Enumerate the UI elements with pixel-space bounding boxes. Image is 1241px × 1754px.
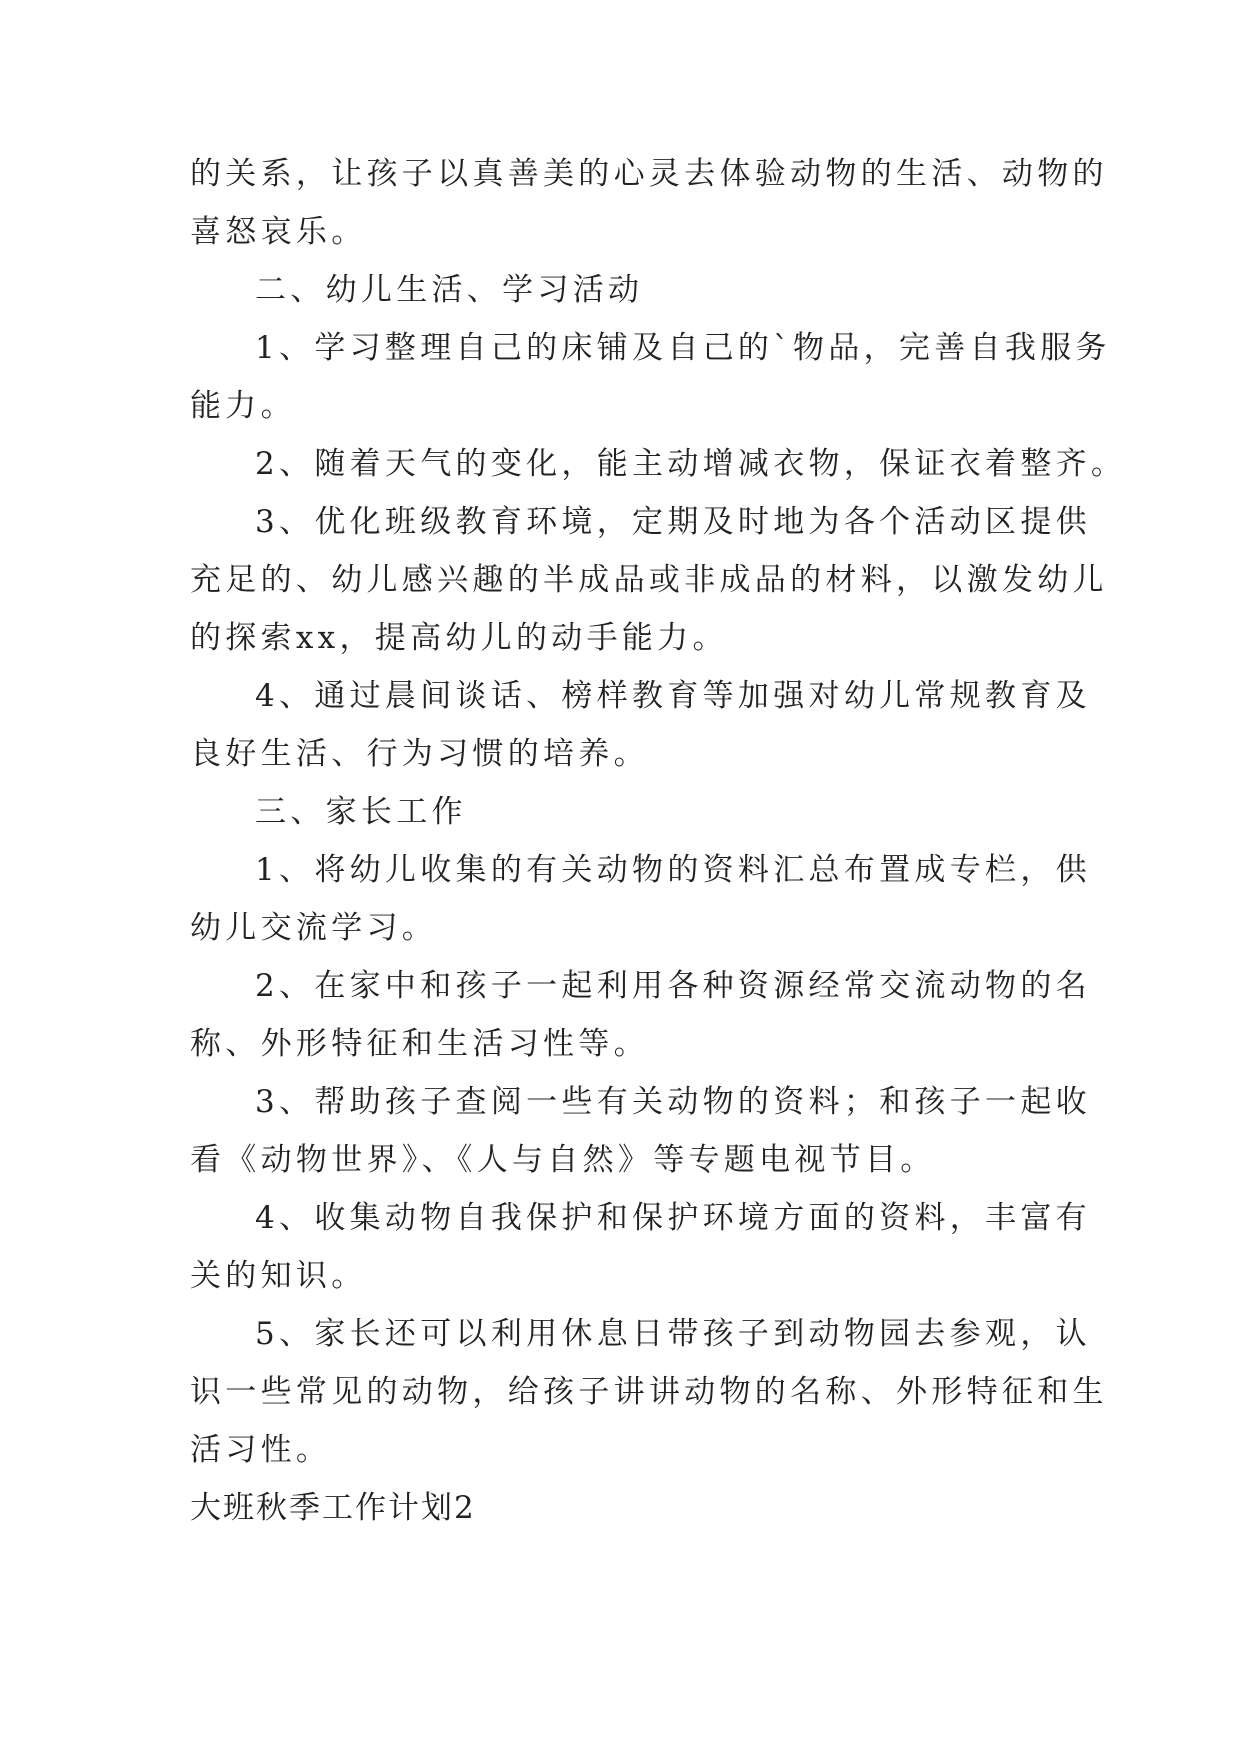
- section-heading: 三、家长工作: [255, 794, 467, 830]
- paragraph-line: 5、家长还可以利用休息日带孩子到动物园去参观，认: [255, 1316, 1091, 1352]
- paragraph-line: 幼儿交流学习。: [190, 910, 438, 946]
- paragraph-line: 称、外形特征和生活习性等。: [190, 1026, 649, 1062]
- section-heading: 二、幼儿生活、学习活动: [255, 272, 644, 308]
- paragraph-line: 1、学习整理自己的床铺及自己的`物品，完善自我服务: [255, 330, 1111, 366]
- document-body: [190, 155, 1127, 1547]
- paragraph-line: 2、随着天气的变化，能主动增减衣物，保证衣着整齐。: [255, 446, 1127, 482]
- paragraph-line: 识一些常见的动物，给孩子讲讲动物的名称、外形特征和生: [190, 1374, 1108, 1410]
- paragraph-line: 4、通过晨间谈话、榜样教育等加强对幼儿常规教育及: [255, 678, 1091, 714]
- paragraph-line: 能力。: [190, 388, 296, 424]
- section-title: 大班秋季工作计划2: [190, 1490, 476, 1526]
- paragraph-line: 良好生活、行为习惯的培养。: [190, 736, 649, 772]
- paragraph-line: 充足的、幼儿感兴趣的半成品或非成品的材料，以激发幼儿: [190, 562, 1108, 598]
- paragraph-line: 3、优化班级教育环境，定期及时地为各个活动区提供: [255, 504, 1091, 540]
- paragraph-line: 的探索xx，提高幼儿的动手能力。: [190, 620, 728, 656]
- paragraph-line: 4、收集动物自我保护和保护环境方面的资料，丰富有: [255, 1200, 1091, 1236]
- paragraph-line: 1、将幼儿收集的有关动物的资料汇总布置成专栏，供: [255, 852, 1091, 888]
- paragraph-line: 3、帮助孩子查阅一些有关动物的资料；和孩子一起收: [255, 1084, 1091, 1120]
- paragraph-line: 活习性。: [190, 1432, 332, 1468]
- paragraph-line: 看《动物世界》、《人与自然》等专题电视节目。: [190, 1142, 936, 1178]
- paragraph-line: 关的知识。: [190, 1258, 367, 1294]
- paragraph-line: 的关系，让孩子以真善美的心灵去体验动物的生活、动物的: [190, 156, 1108, 192]
- paragraph-line: 喜怒哀乐。: [190, 214, 367, 250]
- paragraph-line: 2、在家中和孩子一起利用各种资源经常交流动物的名: [255, 968, 1091, 1004]
